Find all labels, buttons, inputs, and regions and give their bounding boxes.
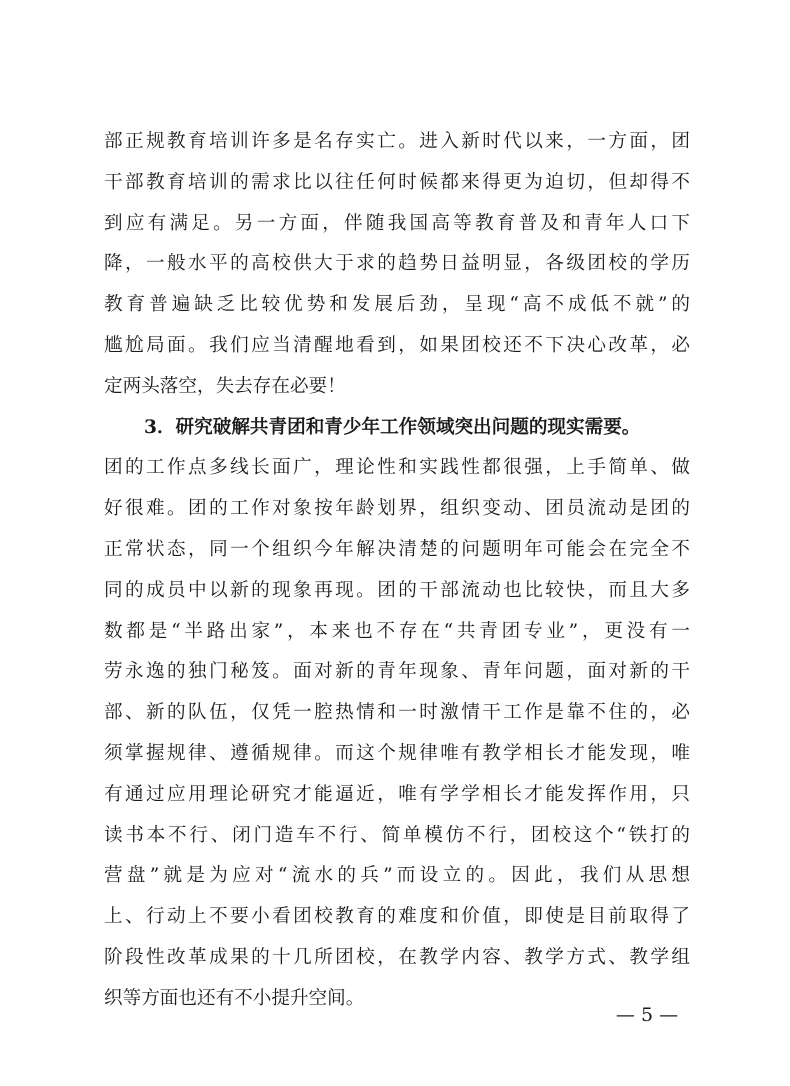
text-line: 织等方面也还有不小提升空间。 <box>104 987 365 1009</box>
text-line: 教育普遍缺乏比较优势和发展后劲，呈现“高不成低不就”的 <box>104 294 690 316</box>
text-line: 定两头落空，失去存在必要！ <box>104 375 346 397</box>
paragraph-2 <box>104 408 690 1020</box>
text-line: 干部教育培训的需求比以往任何时候都来得更为迫切，但却得不 <box>104 171 690 193</box>
text-line: 数都是“半路出家”，本来也不存在“共青团专业”，更没有一 <box>104 620 690 642</box>
text-line: 阶段性改革成果的十几所团校，在教学内容、教学方式、教学组 <box>104 946 690 968</box>
text-line: 到应有满足。另一方面，伴随我国高等教育普及和青年人口下 <box>104 212 690 234</box>
text-line: 正常状态，同一个组织今年解决清楚的问题明年可能会在完全不 <box>104 538 690 560</box>
text-line: 好很难。团的工作对象按年龄划界，组织变动、团员流动是团的 <box>104 498 690 520</box>
text-line: 团的工作点多线长面广，理论性和实践性都很强，上手简单、做 <box>104 457 690 479</box>
text-line: 部正规教育培训许多是名存实亡。进入新时代以来，一方面，团 <box>104 131 690 152</box>
text-line: 部、新的队伍，仅凭一腔热情和一时激情干工作是靠不住的，必 <box>104 702 690 724</box>
body-text <box>104 122 690 1020</box>
text-line: 营盘”就是为应对“流水的兵”而设立的。因此，我们从思想 <box>104 865 690 887</box>
text-line: 须掌握规律、遵循规律。而这个规律唯有教学相长才能发现，唯 <box>104 742 690 764</box>
text-line: 有通过应用理论研究才能逼近，唯有学学相长才能发挥作用，只 <box>104 783 690 805</box>
text-line: 劳永逸的独门秘笈。面对新的青年现象、青年问题，面对新的干 <box>104 661 690 683</box>
paragraph-1 <box>104 122 690 408</box>
text-line: 尴尬局面。我们应当清醒地看到，如果团校还不下决心改革，必 <box>104 334 690 356</box>
section-heading: 3．研究破解共青团和青少年工作领域突出问题的现实需要。 <box>144 416 641 438</box>
text-line: 同的成员中以新的现象再现。团的干部流动也比较快，而且大多 <box>104 579 690 601</box>
text-line: 降，一般水平的高校供大于求的趋势日益明显，各级团校的学历 <box>104 253 690 275</box>
text-line: 上、行动上不要小看团校教育的难度和价值，即使是目前取得了 <box>104 906 690 928</box>
page-number: — 5 — <box>615 1004 679 1026</box>
text-line: 读书本不行、闭门造车不行、简单模仿不行，团校这个“铁打的 <box>104 824 690 846</box>
